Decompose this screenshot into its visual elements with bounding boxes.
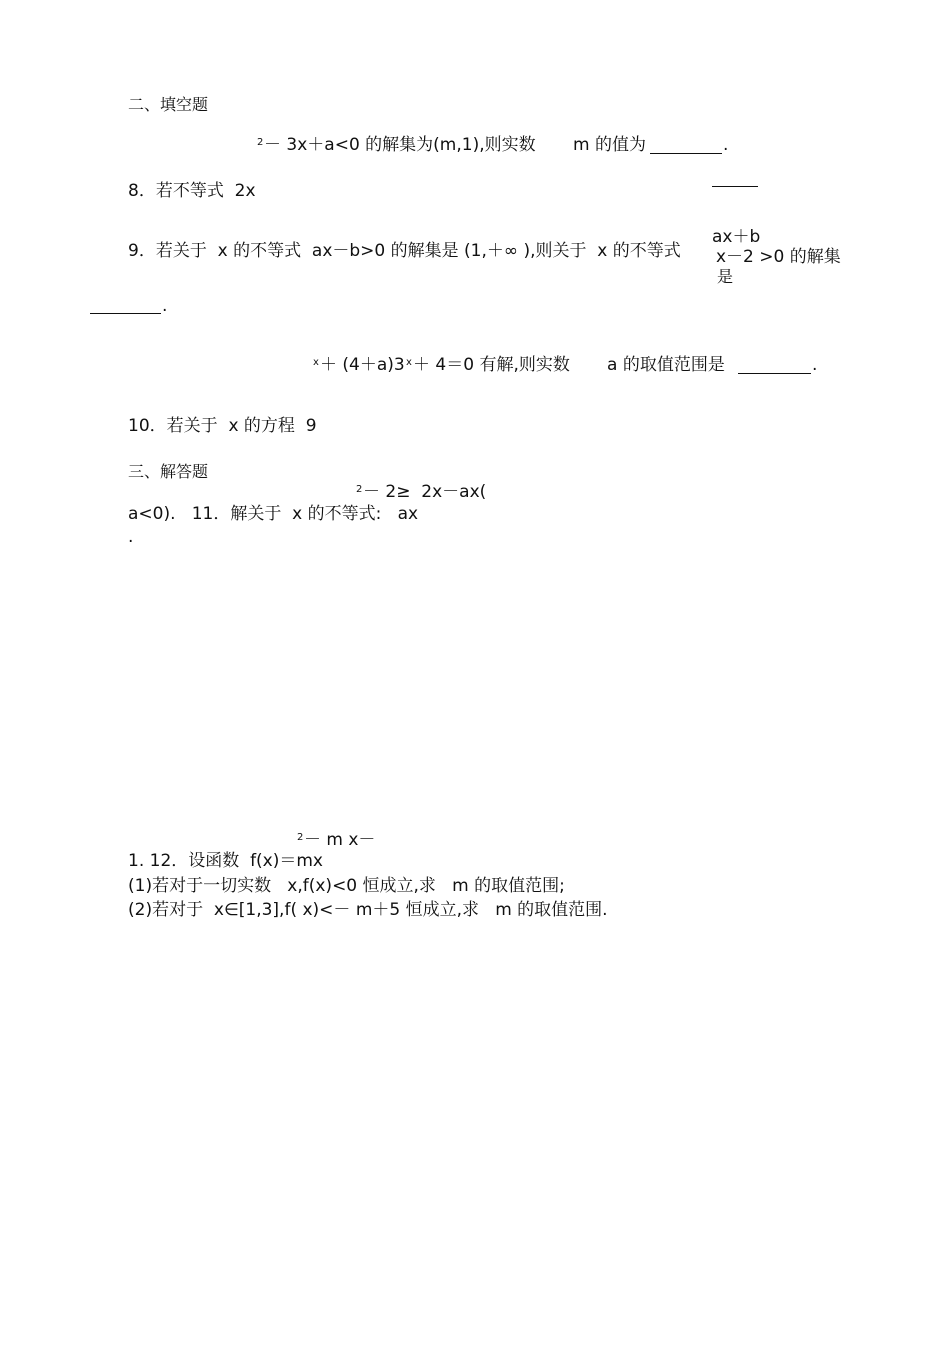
q7-answer-blank (650, 153, 722, 154)
q7-variable-text: m 的值为 (573, 135, 646, 155)
q9-answer-blank (90, 313, 161, 314)
q10-label: 10．若关于 x 的方程 9 (128, 416, 317, 436)
q8-answer-blank (712, 186, 758, 187)
q9-text: 9．若关于 x 的不等式 ax－b>0 的解集是 (1,＋∞ ),则关于 x 的不等式 (128, 241, 681, 261)
q11-text-upper: － 2≥ 2x－ax( (363, 482, 487, 502)
q7-period: . (723, 135, 729, 155)
q12-part-2: (2)若对于 x∈[1,3],f( x)<－ m＋5 恒成立,求 m 的取值范围. (128, 900, 608, 920)
q7-text: － 3x＋a<0 的解集为(m,1),则实数 (264, 135, 536, 155)
section-solve-heading: 三、解答题 (128, 462, 209, 481)
q9-fraction-denominator: x－2 >0 的解集 (716, 247, 841, 267)
q10-exponent-2: x (406, 357, 412, 368)
q8-text: 8．若不等式 2x (128, 181, 256, 201)
q11-exponent: 2 (356, 484, 363, 495)
q7-exponent: 2 (257, 137, 264, 148)
q11-text-lower: a<0). 11．解关于 x 的不等式: ax (128, 504, 419, 524)
q12-part-1: (1)若对于一切实数 x,f(x)<0 恒成立,求 m 的取值范围; (128, 876, 565, 896)
q10-answer-blank (738, 373, 811, 374)
q12-exponent: 2 (297, 832, 304, 843)
q9-fraction-numerator: ax＋b (712, 227, 761, 247)
q10-text-mid: ＋ (4＋a)3 (320, 355, 405, 375)
q12-text-lower: 1. 12．设函数 f(x)＝mx (128, 851, 323, 871)
q10-variable-text: a 的取值范围是 (607, 355, 725, 375)
q11-period: . (128, 527, 134, 547)
q9-period: . (162, 296, 168, 316)
q9-text-tail: 是 (717, 267, 734, 286)
section-fill-blank-heading: 二、填空题 (128, 95, 209, 114)
q10-text: ＋ 4＝0 有解,则实数 (413, 355, 570, 375)
q10-exponent-1: x (313, 357, 319, 368)
q12-text-upper: － m x－ (304, 830, 376, 850)
q10-period: . (812, 355, 818, 375)
